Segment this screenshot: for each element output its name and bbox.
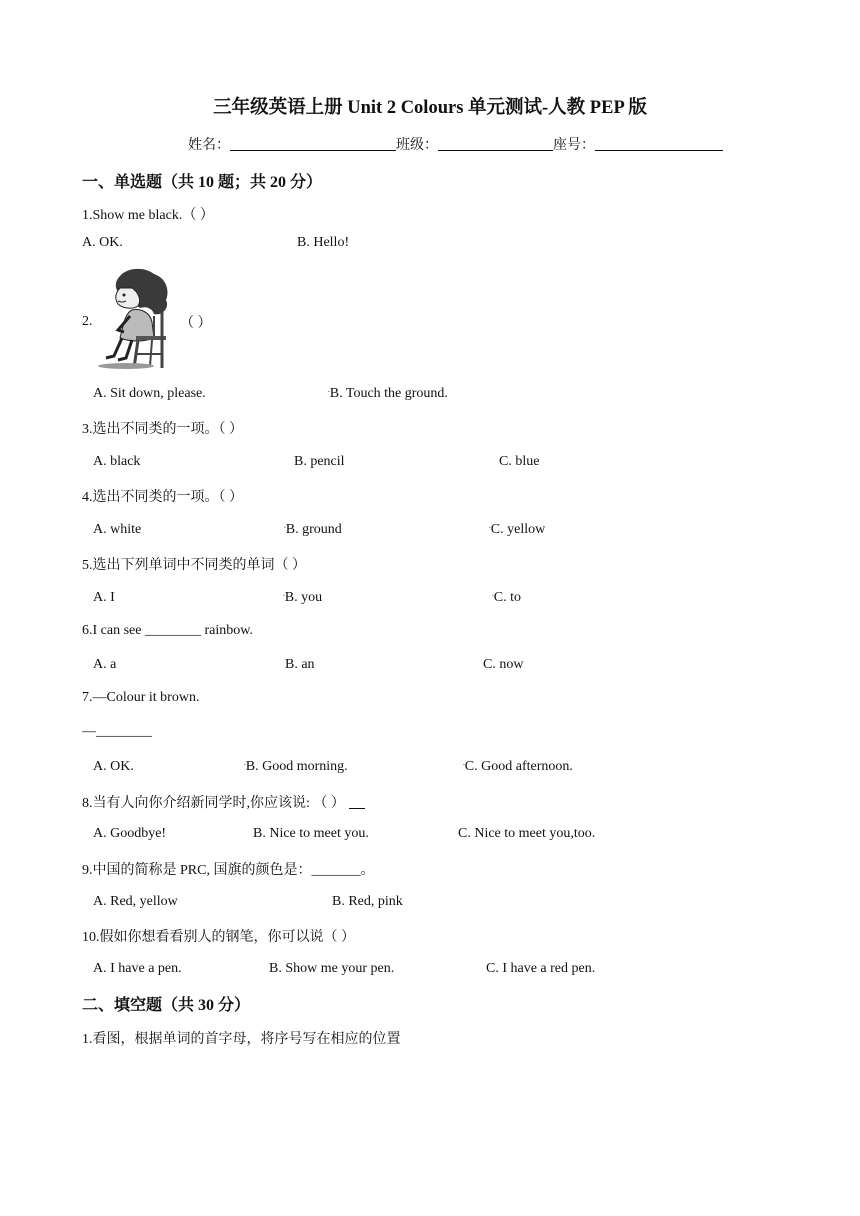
q5-option-a[interactable]: A. I [93, 590, 115, 605]
question-7-answer-line: —________ [82, 724, 152, 739]
name-blank[interactable] [230, 136, 396, 151]
q7-option-a[interactable]: A. OK. [93, 759, 134, 774]
q5-option-c[interactable]: ▪C. to [492, 590, 522, 605]
question-8: 8.当有人向你介绍新同学时,你应该说: （ ） [82, 792, 365, 812]
q10-option-a[interactable]: A. I have a pen. [93, 961, 182, 976]
q9-option-b[interactable]: B. Red, pink [332, 894, 403, 909]
q2-option-b[interactable]: ▪B. Touch the ground. [328, 386, 448, 401]
question-5: 5.选出下列单词中不同类的单词（ ） [82, 558, 306, 573]
class-label: 班级： [396, 138, 438, 153]
q10-option-c[interactable]: C. I have a red pen. [486, 961, 596, 976]
q3-option-b[interactable]: B. pencil [294, 454, 345, 469]
q6-option-a[interactable]: A. a [93, 657, 117, 672]
q4-option-a[interactable]: A. white [93, 522, 142, 537]
question-7: 7.—Colour it brown. [82, 690, 200, 705]
section-2-heading: 二、填空题（共 30 分） [82, 997, 251, 1014]
question-3: 3.选出不同类的一项。（ ） [82, 422, 243, 437]
q8-option-c[interactable]: C. Nice to meet you,too. [458, 826, 596, 841]
q9-option-a[interactable]: A. Red, yellow [93, 894, 178, 909]
q2-option-a[interactable]: A. Sit down, please. [93, 386, 206, 401]
q3-option-a[interactable]: A. black [93, 454, 141, 469]
question-9: 9.中国的简称是 PRC, 国旗的颜色是：_______。 [82, 863, 375, 878]
girl-sitting-on-chair-image [96, 268, 176, 370]
seat-blank[interactable] [595, 136, 723, 151]
q8-option-a[interactable]: A. Goodbye! [93, 826, 167, 841]
q3-option-c[interactable]: C. blue [499, 454, 540, 469]
question-1: 1.Show me black.（ ） [82, 208, 214, 223]
section-1-heading: 一、单选题（共 10 题；共 20 分） [82, 174, 323, 191]
q5-option-b[interactable]: ▪B. you [283, 590, 323, 605]
q10-option-b[interactable]: B. Show me your pen. [269, 961, 395, 976]
page-title: 三年级英语上册 Unit 2 Colours 单元测试-人教 PEP 版 [213, 98, 647, 118]
seat-label: 座号： [553, 138, 595, 153]
q1-option-b[interactable]: B. Hello! [297, 235, 350, 250]
q8-option-b[interactable]: B. Nice to meet you. [253, 826, 369, 841]
question-2-paren: （ ） [180, 316, 212, 331]
q6-option-c[interactable]: C. now [483, 657, 524, 672]
question-2: 2. [82, 314, 93, 329]
class-blank[interactable] [438, 136, 553, 151]
q7-option-c[interactable]: ▪C. Good afternoon. [463, 759, 573, 774]
question-4: 4.选出不同类的一项。（ ） [82, 490, 243, 505]
name-label: 姓名： [188, 138, 230, 153]
q6-option-b[interactable]: B. an [285, 657, 315, 672]
section-2-question-1: 1.看图，根据单词的首字母，将序号写在相应的位置 [82, 1032, 401, 1047]
q4-option-c[interactable]: ▪C. yellow [489, 522, 546, 537]
question-6: 6.I can see ________ rainbow. [82, 623, 253, 638]
question-10: 10.假如你想看看别人的钢笔，你可以说（ ） [82, 930, 355, 945]
q7-option-b[interactable]: ▪B. Good morning. [244, 759, 348, 774]
q4-option-b[interactable]: ▪B. ground [284, 522, 342, 537]
q1-option-a[interactable]: A. OK. [82, 235, 123, 250]
